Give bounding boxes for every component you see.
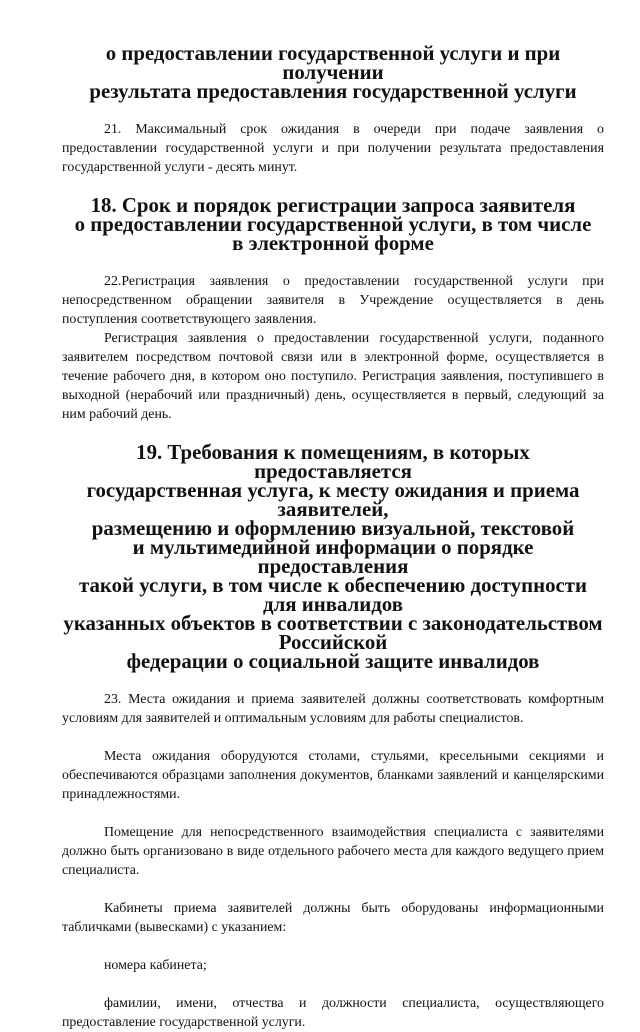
paragraph-cabinet-number: номера кабинета; [104,958,207,973]
paragraph-23: 23. Места ожидания и приема заявителей должны соответствовать комфортным условиям для заявителей и оптимальным условиям для работы специалистов. [62,692,604,726]
paragraph-waiting-areas: Места ожидания оборудуются столами, стульями, кресельными секциями и обеспечиваются образцами заполнения документов, бланками заявлений и канцелярскими принадлежностями. [62,749,604,802]
heading-line: 18. Срок и порядок регистрации запроса заявителя [90,193,576,217]
heading-line: такой услуги, в том числе к обеспечению доступности для инвалидов [79,573,587,616]
document-page [62,41,604,1032]
heading-line: о предоставлении государственной услуги, в том числе [74,212,592,236]
section-heading-18 [62,193,604,255]
section-heading-19 [62,440,604,673]
paragraph-22-registration: 22.Регистрация заявления о предоставлении государственной услуги при непосредственном обращении заявителя в Учреждение осуществляется в день поступления соответствующего заявления. [62,274,604,327]
paragraph-specialist-names: фамилии, имени, отчества и должности специалиста, осуществляющего предоставление государственной услуги. [62,996,604,1030]
paragraph-cabinets: Кабинеты приема заявителей должны быть оборудованы информационными табличками (вывесками) с указанием: [62,901,604,935]
heading-line: и мультимедийной информации о порядке предоставления [132,535,534,578]
section-heading-continuation [62,41,604,103]
heading-line: результата предоставления государственной услуги [89,79,577,103]
heading-line: о предоставлении государственной услуги и при получении [105,41,561,84]
heading-line: федерации о социальной защите инвалидов [126,649,540,673]
heading-line: указанных объектов в соответствии с законодательством Российской [63,611,603,654]
heading-line: в электронной форме [232,231,434,255]
heading-line: размещению и оформлению визуальной, текстовой [91,516,575,540]
paragraph-21: 21. Максимальный срок ожидания в очереди при подаче заявления о предоставлении государственной услуги и при получении результата предоставления государственной услуги - десять минут. [62,122,604,175]
heading-line: 19. Требования к помещениям, в которых предоставляется [136,440,530,483]
heading-line: государственная услуга, к месту ожидания и приема заявителей, [86,478,580,521]
paragraph-22-postal: Регистрация заявления о предоставлении государственной услуги, поданного заявителем посредством почтовой связи или в электронной форме, осуществляется в течение рабочего дня, в котором оно поступило. Регистрация заявления, поступившего в выходной (нерабочий или праздничный) день, осуществляется в первый, следующий за ним рабочий день. [62,331,604,422]
paragraph-workplace: Помещение для непосредственного взаимодействия специалиста с заявителями должно быть организовано в виде отдельного рабочего места для каждого ведущего прием специалиста. [62,825,604,878]
